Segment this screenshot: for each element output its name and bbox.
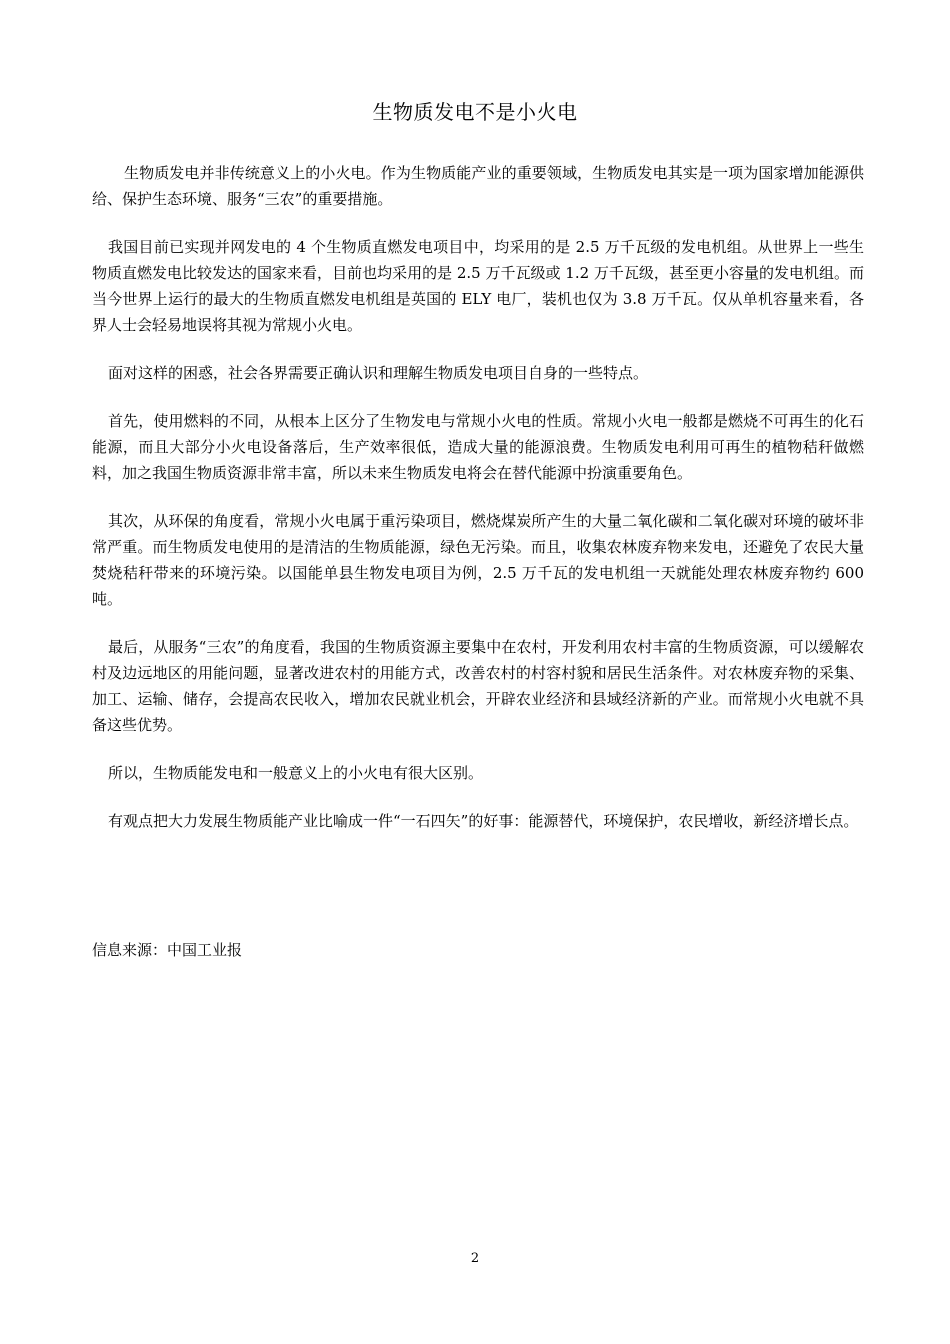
- paragraph-rural: 最后，从服务“三农”的角度看，我国的生物质资源主要集中在农村，开发利用农村丰富的生物质资源，可以缓解农村及边远地区的用能问题，显著改进农村的用能方式，改善农村的村容村貌和居民生活条件。对农林废弃物的采集、加工、运输、储存，会提高农民收入，增加农民就业机会，开辟农业经济和县域经济新的产业。而常规小火电就不具备这些优势。: [92, 638, 864, 734]
- paragraph-summary: 有观点把大力发展生物质能产业比喻成一件“一石四矢”的好事：能源替代，环境保护，农民增收，新经济增长点。: [108, 812, 859, 830]
- page-number: 2: [470, 1251, 480, 1266]
- paragraph-confusion: 面对这样的困惑，社会各界需要正确认识和理解生物质发电项目自身的一些特点。: [108, 364, 649, 382]
- paragraph-conclusion: 所以，生物质能发电和一般意义上的小火电有很大区别。: [108, 764, 484, 782]
- paragraph-capacity: 我国目前已实现并网发电的 4 个生物质直燃发电项目中，均采用的是 2.5 万千瓦级的发电机组。从世界上一些生物质直燃发电比较发达的国家来看，目前也均采用的是 2.5 万千瓦级或 1.2 万千瓦级，甚至更小容量的发电机组。而当今世界上运行的最大的生物质直燃发电机组是英国的 ELY 电厂，装机也仅为 3.8 万千瓦。仅从单机容量来看，各界人士会轻易地误将其视为常规小火电。: [92, 238, 864, 334]
- page-title: 生物质发电不是小火电: [372, 100, 578, 124]
- paragraph-fuel: 首先，使用燃料的不同，从根本上区分了生物发电与常规小火电的性质。常规小火电一般都是燃烧不可再生的化石能源，而且大部分小火电设备落后，生产效率很低，造成大量的能源浪费。生物质发电利用可再生的植物秸秆做燃料，加之我国生物质资源非常丰富，所以未来生物质发电将会在替代能源中扮演重要角色。: [92, 412, 864, 482]
- paragraph-intro: 生物质发电并非传统意义上的小火电。作为生物质能产业的重要领域，生物质发电其实是一项为国家增加能源供给、保护生态环境、服务“三农”的重要措施。: [92, 164, 864, 208]
- article-body: [92, 160, 864, 856]
- paragraph-environment: 其次，从环保的角度看，常规小火电属于重污染项目，燃烧煤炭所产生的大量二氧化碳和二氧化碳对环境的破坏非常严重。而生物质发电使用的是清洁的生物质能源，绿色无污染。而且，收集农林废弃物来发电，还避免了农民大量焚烧秸秆带来的环境污染。以国能单县生物发电项目为例，2.5 万千瓦的发电机组一天就能处理农林废弃物约 600 吨。: [92, 512, 864, 608]
- source-line: 信息来源：中国工业报: [92, 941, 243, 959]
